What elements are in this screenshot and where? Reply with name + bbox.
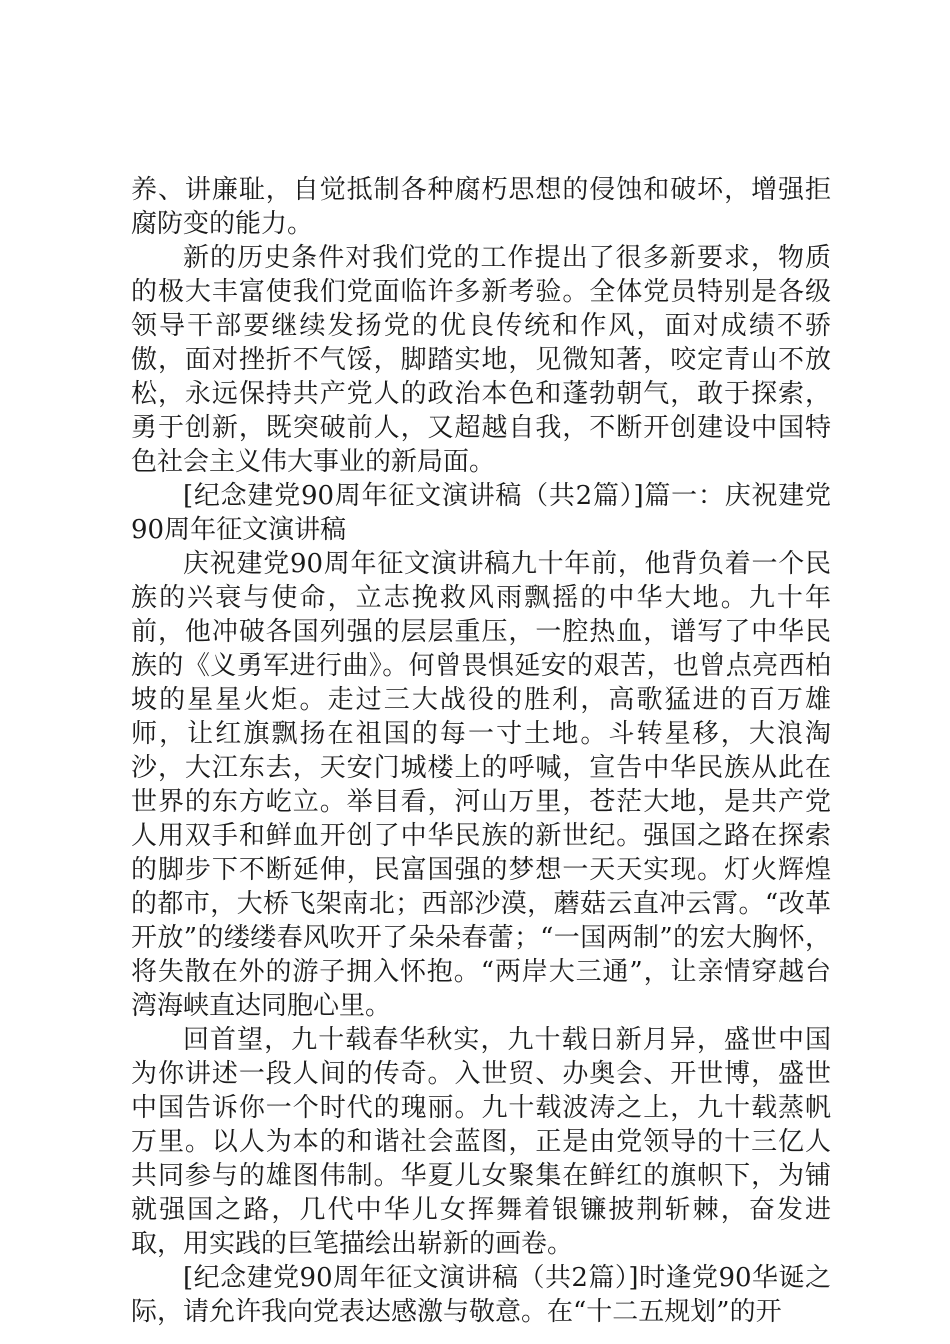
document-body	[131, 173, 831, 1329]
section-heading: [纪念建党90周年征文演讲稿（共2篇）]篇一：庆祝建党90周年征文演讲稿	[131, 481, 831, 545]
paragraph: [纪念建党90周年征文演讲稿（共2篇）]时逢党90华诞之际，请允许我向党表达感激与敬意。在“十二五规划”的开	[131, 1263, 831, 1327]
paragraph-continued: 养、讲廉耻，自觉抵制各种腐朽思想的侵蚀和破坏，增强拒腐防变的能力。	[131, 175, 831, 239]
paragraph: 回首望，九十载春华秋实，九十载日新月异，盛世中国为你讲述一段人间的传奇。入世贸、办奥会、开世博，盛世中国告诉你一个时代的瑰丽。九十载波涛之上，九十载蒸帆万里。以人为本的和谐社会蓝图，正是由党领导的十三亿人共同参与的雄图伟制。华夏儿女聚集在鲜红的旗帜下，为铺就强国之路，几代中华儿女挥舞着银镰披荆斩棘，奋发进取，用实践的巨笔描绘出崭新的画卷。	[131, 1025, 831, 1259]
paragraph: 庆祝建党90周年征文演讲稿九十年前，他背负着一个民族的兴衰与使命，立志挽救风雨飘摇的中华大地。九十年前，他冲破各国列强的层层重压，一腔热血，谱写了中华民族的《义勇军进行曲》。何曾畏惧延安的艰苦，也曾点亮西柏坡的星星火炬。走过三大战役的胜利，高歌猛进的百万雄师，让红旗飘扬在祖国的每一寸土地。斗转星移，大浪淘沙，大江东去，天安门城楼上的呼喊，宣告中华民族从此在世界的东方屹立。举目看，河山万里，苍茫大地，是共产党人用双手和鲜血开创了中华民族的新世纪。强国之路在探索的脚步下不断延伸，民富国强的梦想一天天实现。灯火辉煌的都市，大桥飞架南北；西部沙漠，蘑菇云直冲云霄。“改革开放”的缕缕春风吹开了朵朵春蕾；“一国两制”的宏大胸怀，将失散在外的游子拥入怀抱。“两岸大三通”，让亲情穿越台湾海峡直达同胞心里。	[131, 549, 831, 1021]
paragraph: 新的历史条件对我们党的工作提出了很多新要求，物质的极大丰富使我们党面临许多新考验。全体党员特别是各级领导干部要继续发扬党的优良传统和作风，面对成绩不骄傲，面对挫折不气馁，脚踏实地，见微知著，咬定青山不放松，永远保持共产党人的政治本色和蓬勃朝气，敢于探索，勇于创新，既突破前人，又超越自我，不断开创建设中国特色社会主义伟大事业的新局面。	[131, 243, 831, 477]
